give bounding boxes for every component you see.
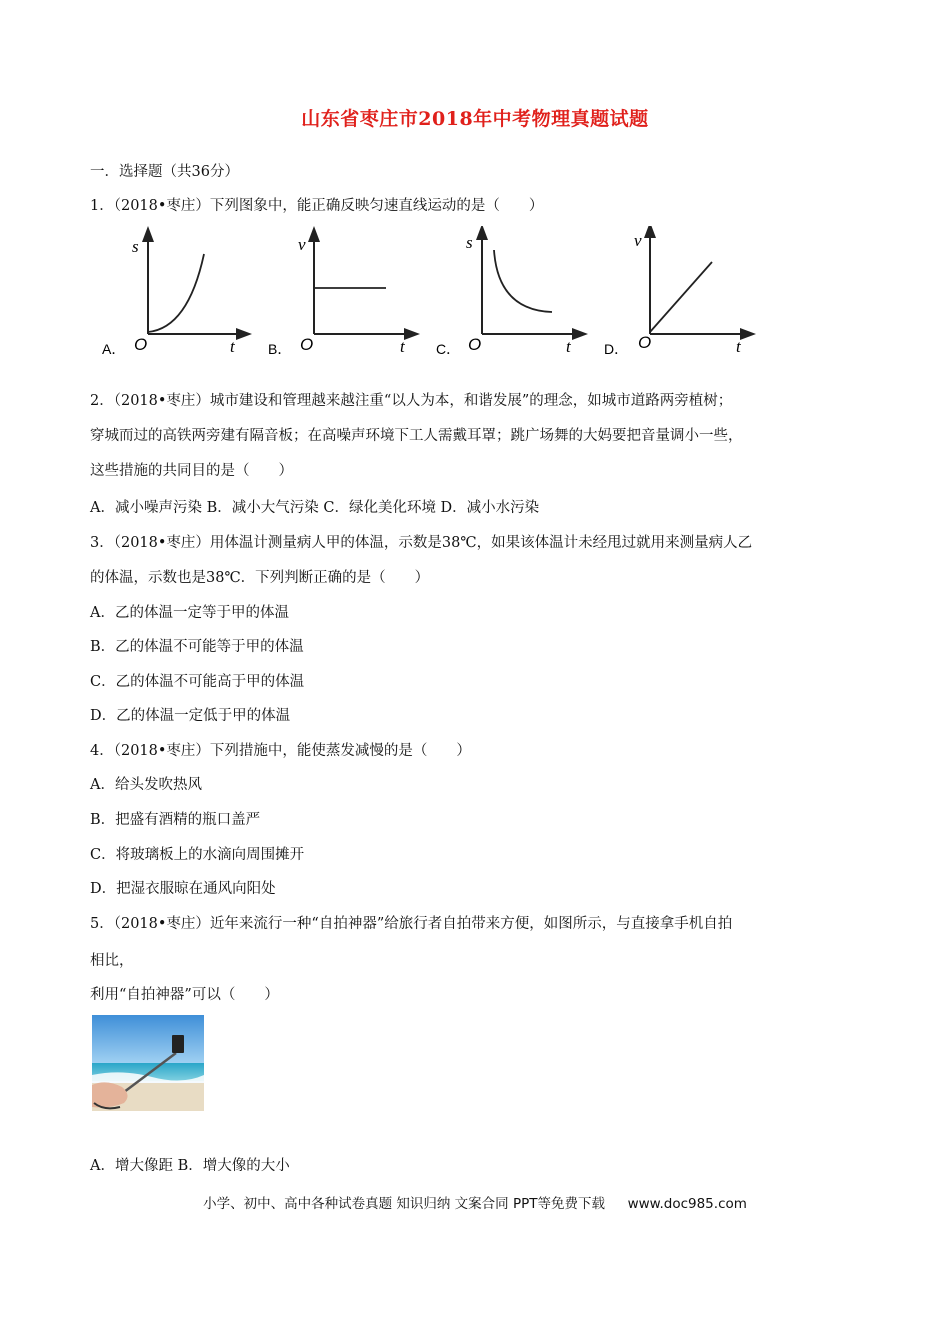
q3-option-d: D．乙的体温一定低于甲的体温 <box>90 708 291 724</box>
graph-d-xaxis: t <box>736 337 741 356</box>
q3-line2: 的体温，示数也是38℃．下列判断正确的是（ ） <box>90 570 430 586</box>
q4-option-c: C．将玻璃板上的水滴向周围摊开 <box>90 847 305 863</box>
graph-d-line <box>650 262 712 332</box>
q5-line3: 利用“自拍神器”可以（ ） <box>90 987 279 1003</box>
graph-d-origin: O <box>638 333 652 352</box>
graph-a-xaxis: t <box>230 337 235 356</box>
q2-line3: 这些措施的共同目的是（ ） <box>90 463 293 479</box>
graph-a-option: A． <box>102 341 126 357</box>
graph-b-origin: O <box>300 335 314 354</box>
graph-c-yaxis: s <box>466 233 473 252</box>
page-title: 山东省枣庄市2018年中考物理真题试题 <box>301 108 649 130</box>
graph-c <box>436 232 580 357</box>
graph-a <box>102 234 244 357</box>
selfie-stick-photo <box>92 1015 204 1111</box>
graph-c-origin: O <box>468 335 482 354</box>
q5-options: A．增大像距 B．增大像的大小 <box>90 1158 290 1174</box>
q4-stem: 4．（2018•枣庄）下列措施中，能使蒸发减慢的是（ ） <box>90 743 471 759</box>
graph-b <box>268 234 412 357</box>
graph-d <box>604 230 748 357</box>
footer-text: 小学、初中、高中各种试卷真题 知识归纳 文案合同 PPT等免费下载 <box>203 1196 605 1212</box>
graph-c-xaxis: t <box>566 337 571 356</box>
q3-line1: 3．（2018•枣庄）用体温计测量病人甲的体温，示数是38℃，如果该体温计未经甩过就用来测量病人乙 <box>90 535 753 551</box>
graph-b-option: B． <box>268 341 292 357</box>
graph-c-option: C． <box>436 341 461 357</box>
graph-b-yaxis: v <box>298 235 306 254</box>
q4-option-b: B．把盛有酒精的瓶口盖严 <box>90 812 261 828</box>
graph-a-curve <box>148 254 204 332</box>
q5-line1: 5．（2018•枣庄）近年来流行一种“自拍神器”给旅行者自拍带来方便，如图所示，与直接拿手机自拍 <box>90 916 733 932</box>
q4-option-d: D．把湿衣服晾在通风向阳处 <box>90 881 276 897</box>
graph-a-yaxis: s <box>132 237 139 256</box>
q5-line2: 相比， <box>90 953 134 969</box>
graph-a-origin: O <box>134 335 148 354</box>
q1-stem: 1．（2018•枣庄）下列图象中，能正确反映匀速直线运动的是（ ） <box>90 198 544 214</box>
graph-c-curve <box>494 250 552 312</box>
graph-b-xaxis: t <box>400 337 405 356</box>
graph-d-yaxis: v <box>634 231 642 250</box>
q3-option-a: A．乙的体温一定等于甲的体温 <box>90 605 289 621</box>
footer-url[interactable]: www.doc985.com <box>627 1196 747 1212</box>
q2-line1: 2．（2018•枣庄）城市建设和管理越来越注重“以人为本，和谐发展”的理念，如城市道路两旁植树； <box>90 393 733 409</box>
q2-line2: 穿城而过的高铁两旁建有隔音板；在高噪声环境下工人需戴耳罩；跳广场舞的大妈要把音量调小一些， <box>90 428 743 444</box>
q2-options: A．减小噪声污染 B．减小大气污染 C．绿化美化环境 D．减小水污染 <box>90 500 540 516</box>
q1-graphs <box>96 226 776 362</box>
q3-option-c: C．乙的体温不可能高于甲的体温 <box>90 674 305 690</box>
section-heading: 一．选择题（共36分） <box>90 164 239 180</box>
page-footer <box>0 1192 950 1212</box>
q4-option-a: A．给头发吹热风 <box>90 777 202 793</box>
graph-d-option: D． <box>604 341 629 357</box>
q3-option-b: B．乙的体温不可能等于甲的体温 <box>90 639 304 655</box>
